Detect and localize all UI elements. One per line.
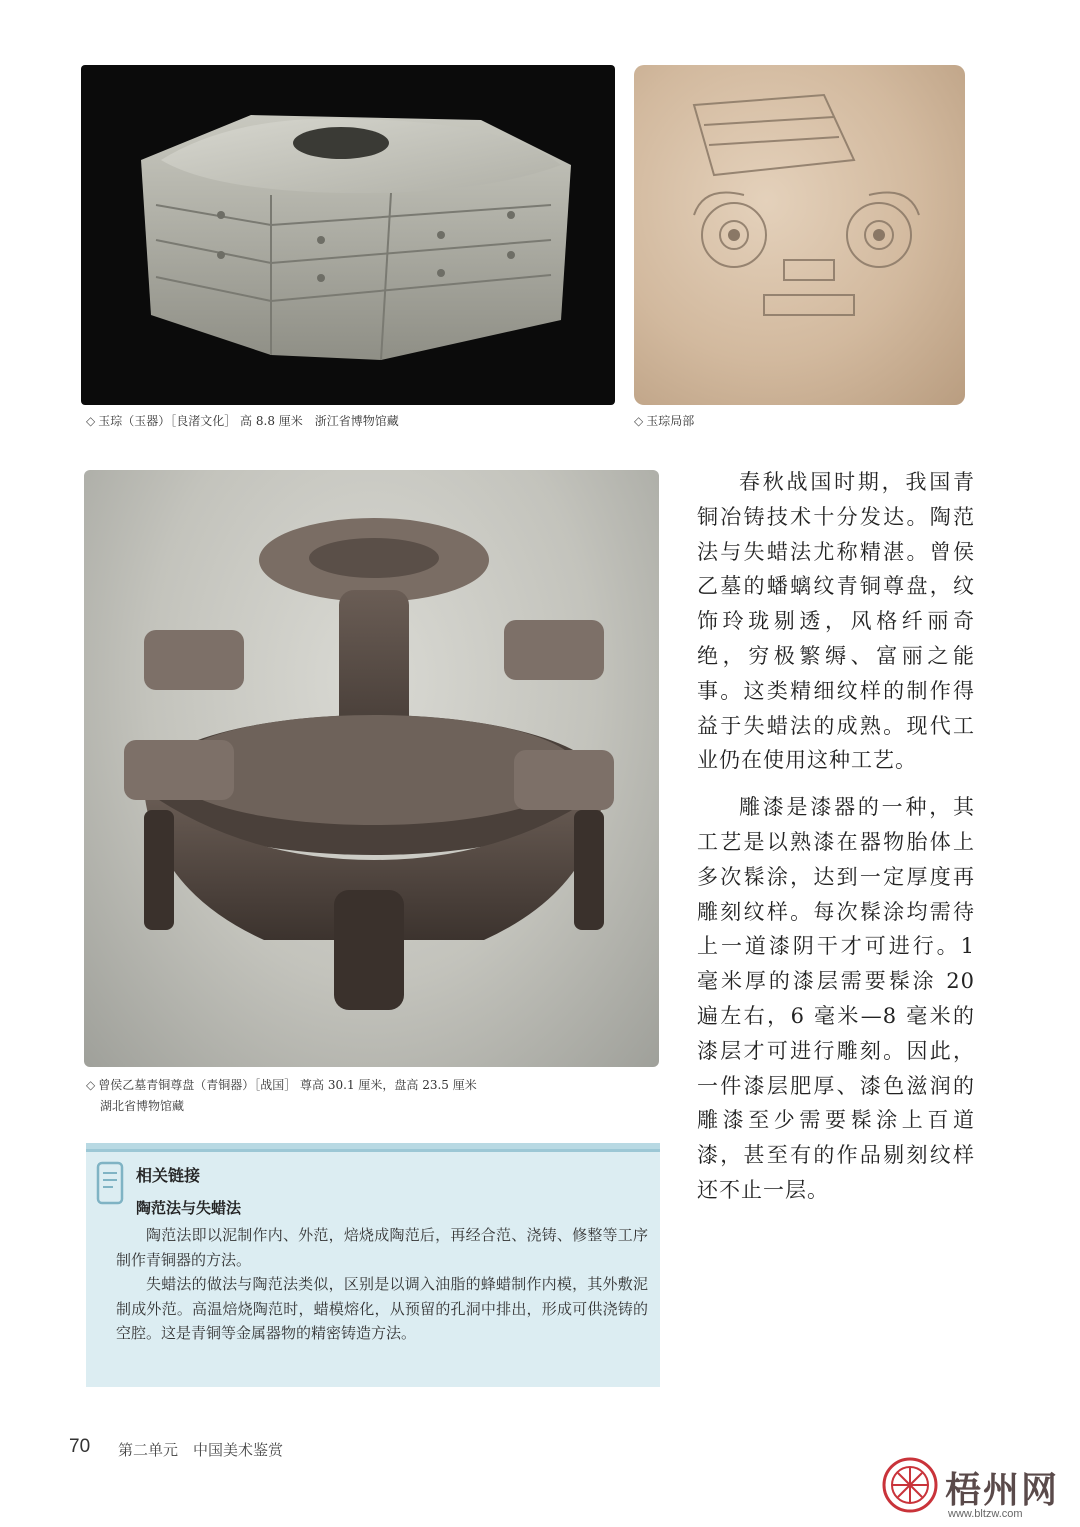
body-text-column (697, 465, 975, 1208)
related-links-paragraph-1: 陶范法即以泥制作内、外范，焙烧成陶范后，再经合范、浇铸、修整等工序制作青铜器的方法。 (116, 1226, 648, 1269)
jade-cong-detail-photo (634, 65, 965, 405)
footer-section-title: 第二单元 中国美术鉴赏 (118, 1441, 284, 1459)
detail-illustration (634, 65, 965, 405)
caption-text: 曾侯乙墓青铜尊盘（青铜器）［战国］ 尊高 30.1 厘米，盘高 23.5 厘米 (98, 1078, 477, 1092)
site-name: 梧州网 (945, 1470, 1060, 1511)
jade-cong-illustration (81, 65, 615, 405)
related-links-subtitle: 陶范法与失蜡法 (136, 1199, 242, 1217)
document-icon (96, 1161, 126, 1207)
caption-text: 玉琮（玉器）［良渚文化］ 高 8.8 厘米 浙江省博物馆藏 (98, 414, 399, 428)
caption-mark: ◇ (634, 414, 644, 428)
jade-cong-caption (86, 412, 399, 430)
box-top-strip (86, 1149, 660, 1152)
body-paragraph-2: 雕漆是漆器的一种，其工艺是以熟漆在器物胎体上多次髹涂，达到一定厚度再雕刻纹样。每次髹涂均需待上一道漆阴干才可进行。1 毫米厚的漆层需要髹涂 20 遍左右，6 毫米—8 毫米的漆层才可进行雕刻。因此，一件漆层肥厚、漆色滋润的雕漆至少需要髹涂上百道漆，甚至有的作品剔刻纹样还不止一层。 (697, 795, 975, 1202)
related-links-paragraph-2: 失蜡法的做法与陶范法类似，区别是以调入油脂的蜂蜡制作内模，其外敷泥制成外范。高温焙烧陶范时，蜡模熔化，从预留的孔洞中排出，形成可供浇铸的空腔。这是青铜等金属器物的精密铸造方法。 (116, 1275, 648, 1342)
body-paragraph-1: 春秋战国时期，我国青铜冶铸技术十分发达。陶范法与失蜡法尤称精湛。曾侯乙墓的蟠螭纹青铜尊盘，纹饰玲珑剔透，风格纤丽奇绝，穷极繁缛、富丽之能事。这类精细纹样的制作得益于失蜡法的成熟。现代工业仍在使用这种工艺。 (697, 470, 975, 773)
caption-mark: ◇ (86, 1078, 96, 1092)
related-links-body (116, 1223, 648, 1346)
related-links-box (86, 1143, 660, 1387)
site-url: www.bltzw.com (948, 1508, 1023, 1520)
bronze-illustration (84, 470, 659, 1067)
page-number: 70 (69, 1436, 91, 1457)
related-links-title: 相关链接 (136, 1166, 201, 1185)
caption-mark: ◇ (86, 414, 96, 428)
bronze-zunpan-photo (84, 470, 659, 1067)
detail-caption (634, 412, 694, 430)
jade-cong-photo (81, 65, 615, 405)
caption-text: 玉琮局部 (646, 414, 695, 428)
bronze-caption-line2: 湖北省博物馆藏 (100, 1099, 185, 1113)
